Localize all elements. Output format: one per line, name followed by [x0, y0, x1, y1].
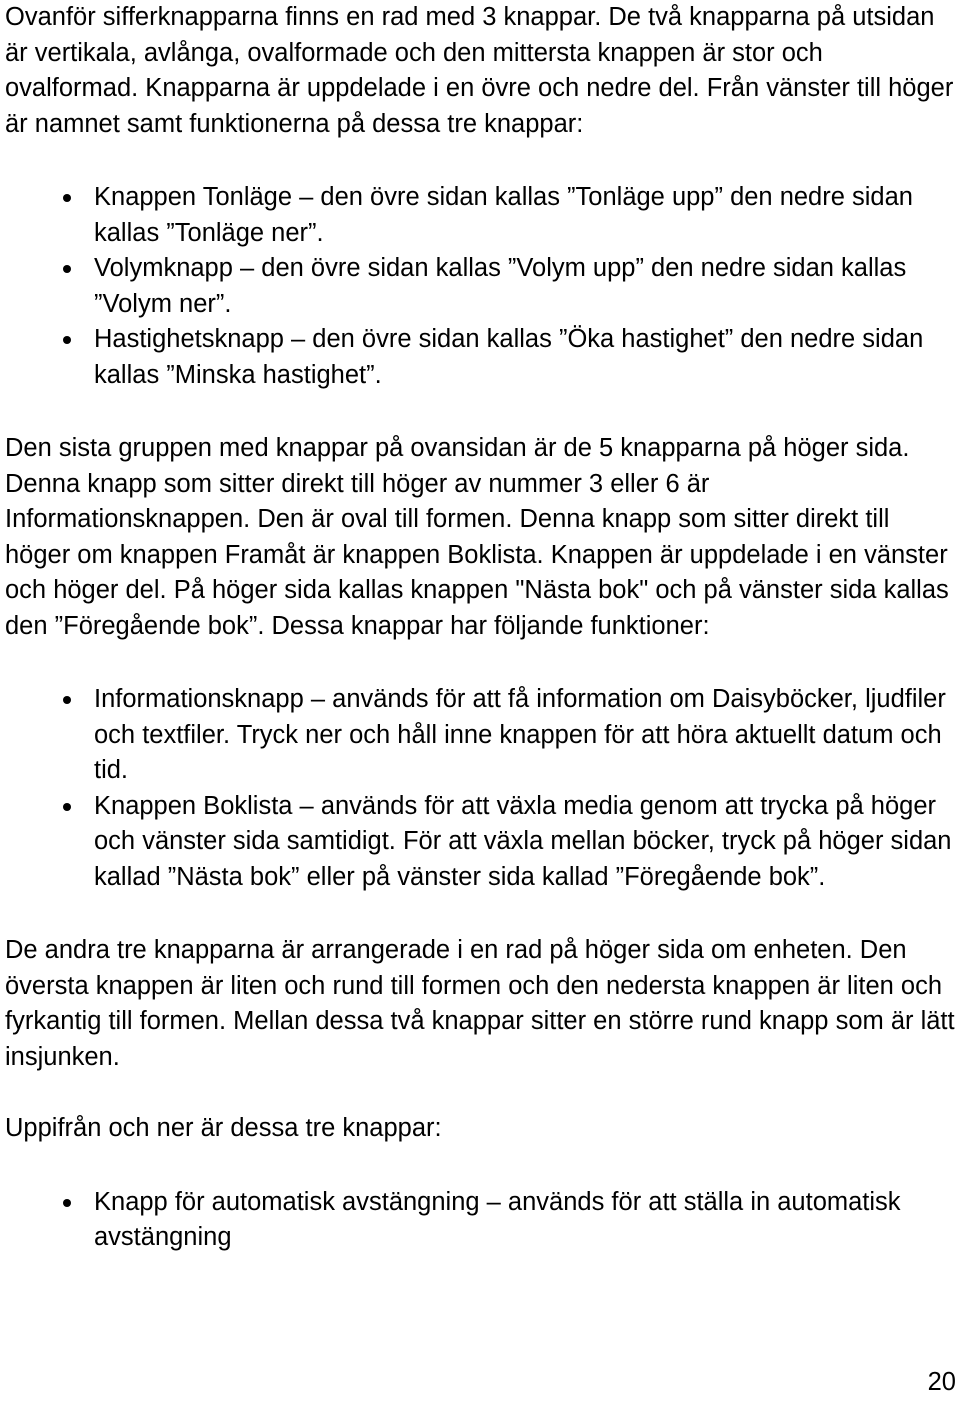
bullet-dot-icon — [63, 696, 71, 704]
paragraph-right-group-buttons: Den sista gruppen med knappar på ovansidan är de 5 knapparna på höger sida. Denna knapp som sitter direkt till höger av nummer 3 eller 6 är Informationsknappen. Den är oval till formen. Denna knapp som sitter direkt till höger om knappen Framåt är knappen Boklista. Knappen är uppdelade i en vänster och höger del. På höger sida kallas knappen "Nästa bok" och på vänster sida kallas den ”Föregående bok”. Dessa knappar har följande funktioner: — [5, 434, 949, 640]
page-number: 20 — [927, 1368, 956, 1396]
bullet-dot-icon — [63, 194, 71, 202]
bullet-dot-icon — [63, 265, 71, 273]
list-item: Knapp för automatisk avstängning – används för att ställa in automatisk avstängning — [5, 1185, 955, 1256]
bullet-dot-icon — [63, 336, 71, 344]
list-item: Knappen Boklista – används för att växla media genom att trycka på höger och vänster sida samtidigt. För att växla mellan böcker, tryck på höger sidan kallad ”Nästa bok” eller på vänster sida kallad ”Föregående bok”. — [5, 789, 955, 896]
paragraph-top-buttons-intro: Ovanför sifferknapparna finns en rad med 3 knappar. De två knapparna på utsidan är vertikala, avlånga, ovalformade och den mittersta knappen är stor och ovalformad. Knapparna är uppdelade i en övre och nedre del. Från vänster till höger är namnet samt funktionerna på dessa tre knappar: — [5, 3, 954, 138]
list-item: Knappen Tonläge – den övre sidan kallas ”Tonläge upp” den nedre sidan kallas ”Tonläge ner”. — [5, 180, 955, 251]
bullet-list-top-buttons — [5, 180, 955, 393]
paragraph-side-buttons-intro: Uppifrån och ner är dessa tre knappar: — [5, 1114, 442, 1142]
paragraph-side-buttons: De andra tre knapparna är arrangerade i en rad på höger sida om enheten. Den översta knappen är liten och rund till formen och den nedersta knappen är liten och fyrkantig till formen. Mellan dessa två knappar sitter en större rund knapp som är lätt insjunken. — [5, 936, 955, 1071]
list-item: Hastighetsknapp – den övre sidan kallas ”Öka hastighet” den nedre sidan kallas ”Minska hastighet”. — [5, 322, 955, 393]
list-item: Informationsknapp – används för att få information om Daisyböcker, ljudfiler och textfiler. Tryck ner och håll inne knappen för att höra aktuellt datum och tid. — [5, 682, 955, 789]
bullet-list-info-booklist — [5, 682, 955, 895]
bullet-list-side-buttons — [5, 1185, 955, 1256]
list-item: Volymknapp – den övre sidan kallas ”Volym upp” den nedre sidan kallas ”Volym ner”. — [5, 251, 955, 322]
document-page — [5, 0, 955, 1256]
bullet-dot-icon — [63, 803, 71, 811]
bullet-dot-icon — [63, 1199, 71, 1207]
